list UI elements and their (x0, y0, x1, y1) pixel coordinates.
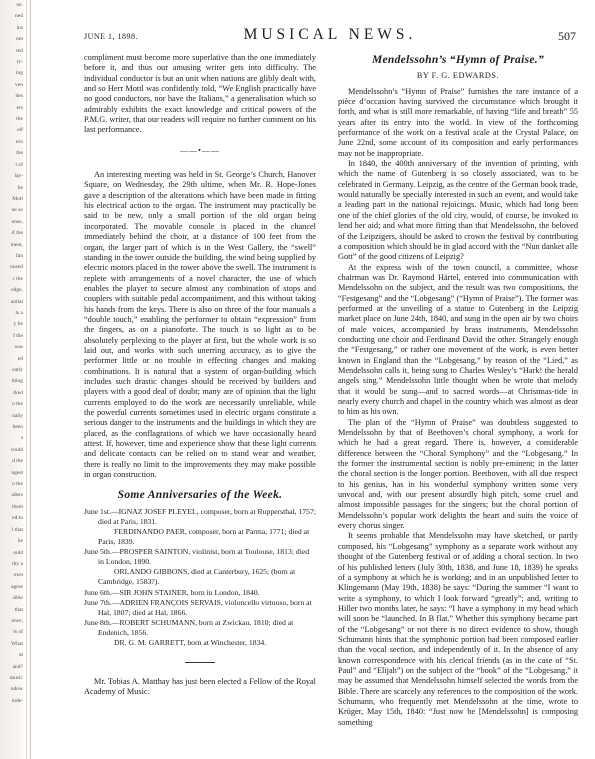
gutter-fragment: What (11, 640, 23, 647)
gutter-fragment: Mott (12, 195, 23, 202)
gutter-fragment: thing (11, 378, 23, 385)
gutter-fragment: at (19, 652, 23, 659)
gutter-fragment: was (14, 344, 23, 351)
gutter-fragment: eatly (12, 367, 23, 373)
gutter-fragment: t of (15, 161, 23, 168)
gutter-fragment: ence, (11, 617, 23, 624)
gutter-fragment: ment, (10, 241, 23, 248)
gutter-fragment: ue so (11, 207, 23, 214)
article-byline: BY F. G. EDWARDS. (416, 71, 500, 81)
gutter-fragment: ndow (10, 686, 23, 693)
gutter-fragment: ins (16, 24, 23, 31)
issue-date: JUNE 1, 1898. (84, 32, 139, 41)
gutter-fragment: ually (12, 412, 23, 419)
gutter-fragment: ed to (12, 515, 23, 522)
right-column (338, 53, 578, 728)
gutter-fragment: r the (13, 275, 23, 282)
gutter-fragment: sible (12, 595, 23, 602)
gutter-fragment: elf (17, 127, 23, 134)
paragraph: In 1840, the 400th anniversary of the invention of printing, with which the name of Gutenberg is so closely associated, was to be celebrated in Germany. Leipzig, as the centre of the German book trade, would naturally be specially interested in such an event, and would take a leading part in the national rejoicings. Music, which had long been one of the chief glories of the old city, would, of course, be invoked to lend her aid; and what more fitting than that Mendelssohn, the beloved of the Leipzigers, should be asked to crown the festival by contributing a composition which should be in glad accord with the “Nun danket alle Gott” of the good citizens of Leipzig? (338, 159, 578, 262)
masthead: MUSICAL NEWS. (243, 26, 417, 43)
gutter-fragment: be (17, 184, 23, 191)
gutter-fragment: ed (17, 355, 23, 362)
gutter-fragment: o the (12, 481, 23, 488)
paragraph: Mr. Tobias A. Matthay has just been elected a Fellow of the Royal Academy of Music. (84, 677, 316, 697)
gutter-fragment: and? (12, 663, 23, 670)
paragraph: At the express wish of the town council, a committee, whose chairman was Dr. Raymond Härtel, entered into communication with Mendelssohn on the subject, and the result was two compositions, the “Festgesang” and the “Lobgesang” (“Hymn of Praise”). The former was performed at the unveiling of a statue to Gutenberg in the Leipzig market place on June 24th, 1840, and sung in the open air by two choirs of male voices, accompanied by brass instruments, Mendelssohn conducting one choir and Ferdinand David the other. Strangely enough the “Festgesang,” or rather one movement of the work, is even better known in England than the “Lobgesang,” by reason of the “Lied,” as Mendelssohn calls it, being sung to Charles Wesley’s “Hark! the herald angels sing.” Mendelssohn little thought when he wrote that melody that it would be sung—and to sacred words—at Christmas-tide in nearly every church and chapel in the country which was almost as dear to him as his own. (338, 262, 578, 417)
anniversary-entry: FERDINANDO PAER, composer, born at Parma, 1771; died at Paris, 1839. (98, 526, 310, 547)
page-gutter (0, 0, 27, 759)
section-ornament: ——•—— (180, 145, 220, 155)
anniversary-entry: June 6th.—SIR JOHN STAINER, born in London, 1840. (84, 587, 260, 597)
gutter-fragment: ould (13, 549, 23, 556)
gutter-fragment: ts a (15, 309, 23, 316)
section-rule (185, 662, 215, 663)
gutter-fragment: own (13, 572, 23, 579)
gutter-fragment: ngest (11, 469, 23, 476)
gutter-fragment: antial (10, 298, 23, 305)
gutter-fragment: o the (12, 401, 23, 408)
paragraph: compliment must become more superlative than the one immediately before it, and thus our amusing writer gets into difficulty. The individual conductor is but an unit when nations are glibly dealt with, and so Herr Mottl was confidently told, “We English practically have no good conductors, nor have the Italians,” a generalisation which so admirably exhibits the exact knowledge and critical powers of the P.M.G. writer, that our readers will require no further comment on his last performance. (84, 53, 316, 135)
anniversary-entry: June 5th.—PROSPER SAINTON, violinist, born at Toulouse, 1813; died in London, 1890. (84, 547, 310, 567)
page-header (84, 26, 576, 46)
gutter-fragment: iv- (16, 59, 23, 66)
gutter-fragment: the (16, 116, 23, 123)
anniversary-entry: June 1st.—IGNAZ JOSEF PLEYEL, composer, born at Ruppersthal, 1757; died at Paris, 1831. (84, 506, 317, 526)
gutter-fragment: aders (11, 492, 23, 499)
gutter-fragment: lay- (14, 173, 23, 180)
gutter-fragment: ted (16, 47, 23, 54)
gutter-fragment: ls of (13, 629, 23, 636)
gutter-fragment: ern (15, 138, 23, 145)
gutter-fragment: the (16, 150, 23, 157)
gutter-fragment: edge, (11, 287, 23, 294)
left-column (84, 53, 316, 698)
paragraph: Mendelssohn’s “Hymn of Praise” furnishes the rare instance of a pièce d’occasion having survived the circumstance which brought it forth, and what is still more remarkable, of having “life and breath” 55 years after its entry into the world. In view of the forthcoming performance of the work on a festival scale at the Crystal Palace, on June 22nd, some account of its composition and early performances may not be inappropriate. (338, 86, 578, 158)
gutter-fragment: f the (13, 332, 23, 339)
gutter-fragment: y be (13, 321, 23, 328)
binding-line (30, 0, 31, 759)
gutter-fragment: ven (15, 81, 23, 88)
gutter-fragment: been (12, 424, 23, 431)
gutter-fragment: he (17, 538, 23, 545)
paragraph: The plan of the “Hymn of Praise” was doubtless suggested to Mendelssohn by that of Beethoven’s choral symphony, a work for which he had a great regard. There is, however, a considerable difference between the “Choral Symphony” and the “Lobgesang.” In the former the instrumental section is nobly pre-eminent; in the latter the choral section is the longer portion. Beethoven, with all due respect to his genius, has in his wonderful symphony written some very unvocal and, with our present absurdly high pitch, some cruel and almost impossible passages for the singers; but the choral portion of Mendelssohn’s popular work delights the heart and suits the voice of every chorus singer. (338, 417, 578, 531)
gutter-fragment: ne. (16, 2, 23, 8)
gutter-fragment: l that (11, 526, 23, 533)
anniversaries-list (84, 507, 316, 648)
gutter-fragment: d the (12, 458, 23, 465)
gutter-fragment: ing (15, 70, 23, 77)
page-number: 507 (558, 29, 576, 43)
gutter-fragment: rked (13, 389, 23, 396)
gutter-fragment: music (9, 674, 23, 681)
paragraph: An interesting meeting was held in St. George’s Church, Hanover Square, on Wednesday, the 29th ultime, when Mr. R. Hope-Jones gave a description of the alterations which have been made in fitting his electrical action to the organ. The instrument may practically be said to be new, only a small portion of the old organ being incorporated. The movable console is placed in the chancel immediately behind the choir, at a distance of 100 feet from the organ, the larger part of which is in the West Gallery, the “swell” standing in the tower outside the building, the wind being supplied by electric motors placed in the tower above the swell. The instrument is replete with arrangements of a novel character, the use of which enables the player to secure almost any combination of stops and couplers with suitable pedal accompaniment, and this without taking his hands from the keys. There is also on three of the four manuals a “double touch,” enabling the performer to obtain “expression” from the fingers, as on a pianoforte. The touch is so light as to be absolutely perplexing to the player at first, but the whole work is so laid out, and works with such unerring accuracy, as to give the performer little or no trouble in effecting changes and making combinations. It is natural that a system of organ-building which includes such drastic changes should be received by builders and players with a good deal of doubt; many are of opinion that the light currents employed to do the work are necessarily unreliable, while the powerful currents sometimes used in electric organs constitute a serious danger to the instruments and the buildings in which they are placed, as the conflagrations of which we have occasionally heard attest. If, however, time and experience show that these light currents and delicate contacts can be relied on to stand wear and weather, there is really no limit to the improvements they may make possible in organ construction. (84, 170, 316, 480)
gutter-fragment: agree (11, 583, 23, 590)
paragraph: It seems probable that Mendelssohn may have sketched, or partly composed, his “Lobgesang” symphony as a separate work without any thought of the Gutenberg festival or of adding a choral section. In two of his published letters (July 30th, 1838, and June 18, 1839) he speaks of a symphony at which he is working; and in an unpublished letter to Klingemann (May 19th, 1838) he says: “During the summer “I want to write a symphony, to which I look forward “greatly”; and, writing to Hiller two months later, he says: “I have a symphony in my head which will soon be “launched. In B flat.” Whether this symphony became part of the “Lobgesang” or not there is no direct evidence to show, though Schumann hints that the symphonic portion had been composed earlier than the vocal section, and independently of it. In the absence of any known correspondence with his clerical friends (as in the case of “St. Paul” and “Elijah”) on the subject of the “book” of the “Lobgesang,” it may be assumed that Mendelssohn himself selected the words from the Bible. There are scarcely any references to the composition of the work. Schumann, who frequently met Mendelssohn at the time, wrote to Krüger, May 15th, 1840: “Just now he [Mendelssohn] is composing something (338, 531, 578, 727)
gutter-fragment: that (14, 606, 23, 613)
gutter-fragment: ites (15, 93, 23, 100)
anniversary-entry: DR. G. M. GARRETT, born at Winchester, 1834. (114, 637, 267, 647)
article-title: Mendelssohn’s “Hymn of Praise.” (371, 54, 544, 66)
anniversary-entry: ORLANDO GIBBONS, died at Canterbury, 1625; (born at Cambridge, 1583?). (98, 567, 296, 587)
anniversaries-heading: Some Anniversaries of the Week. (117, 489, 283, 502)
gutter-fragment: ense, (11, 218, 23, 225)
gutter-fragment: them (12, 503, 23, 510)
gutter-fragment: ned (15, 13, 23, 20)
gutter-fragment: if the (11, 230, 23, 237)
gutter-fragment: inde- (11, 697, 23, 704)
anniversary-entry: June 8th.—ROBERT SCHUMANN, born at Zwickau, 1810; died at Endenich, 1856. (84, 617, 294, 637)
gutter-fragment: could (10, 446, 23, 453)
gutter-fragment: s (20, 435, 23, 442)
gutter-fragment: ers (16, 104, 23, 111)
gutter-fragment: fan (15, 252, 23, 259)
anniversary-entry: June 7th.—ADRIEN FRANÇOIS SERVAIS, violoncello virtuoso, born at Hal, 1807; died at Hal, 1866. (84, 597, 312, 617)
gutter-fragment: thy a (12, 560, 23, 567)
gutter-fragment: nused (10, 264, 23, 271)
gutter-fragment: om (15, 36, 23, 43)
